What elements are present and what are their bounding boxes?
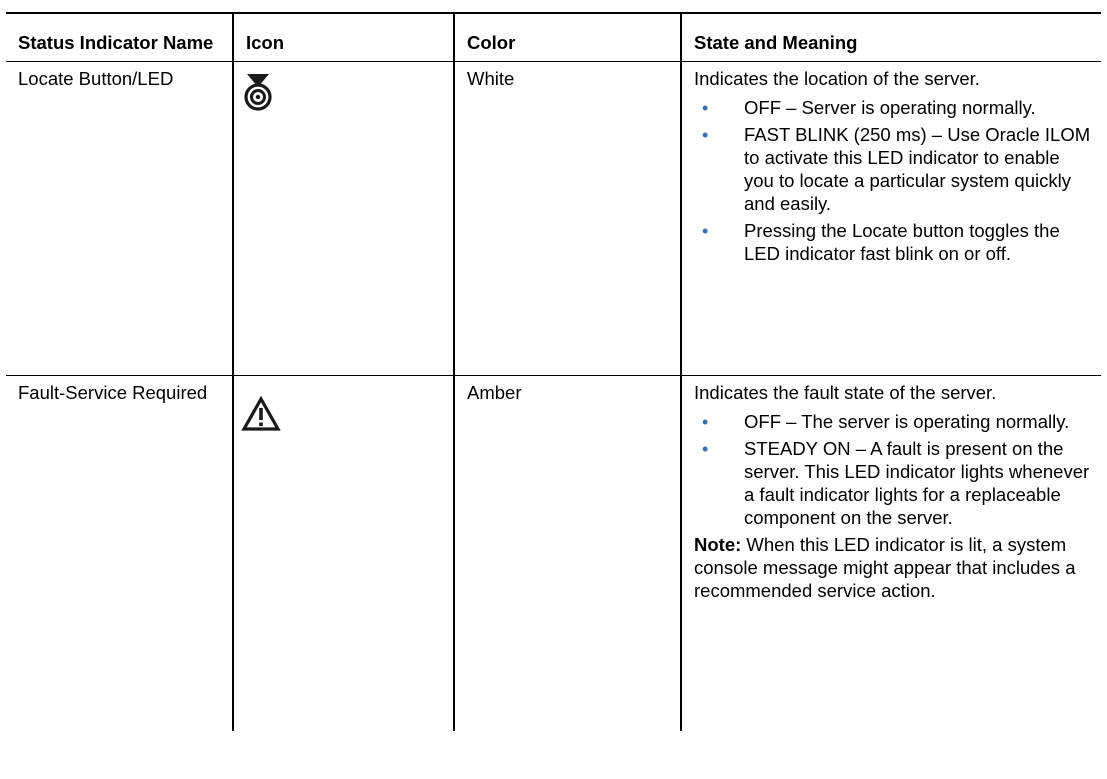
meaning-bullet-list bbox=[694, 96, 1093, 265]
list-item: • Pressing the Locate button toggles the LED indicator fast blink on or off. bbox=[702, 220, 1060, 264]
status-indicator-table bbox=[6, 12, 1101, 731]
warning-triangle-icon bbox=[241, 381, 445, 438]
note-label: Note: bbox=[694, 534, 742, 555]
meaning-bullet-list bbox=[694, 410, 1093, 529]
list-item: • OFF – Server is operating normally. bbox=[702, 97, 1036, 118]
cell-name-locate: Locate Button/LED bbox=[6, 62, 233, 376]
cell-color-fault: Amber bbox=[454, 376, 681, 732]
cell-color-locate: White bbox=[454, 62, 681, 376]
cell-icon-fault bbox=[233, 376, 454, 732]
meaning-intro: Indicates the fault state of the server. bbox=[694, 382, 997, 403]
header-state-and-meaning: State and Meaning bbox=[681, 13, 1101, 62]
note-text: When this LED indicator is lit, a system console message might appear that includes a recommended service action. bbox=[694, 534, 1076, 601]
note-paragraph bbox=[694, 533, 1093, 602]
header-row bbox=[6, 13, 1101, 62]
header-color: Color bbox=[454, 13, 681, 62]
header-status-indicator-name: Status Indicator Name bbox=[6, 13, 233, 62]
cell-icon-locate bbox=[233, 62, 454, 376]
table-row-fault bbox=[6, 376, 1101, 732]
cell-meaning-locate bbox=[681, 62, 1101, 376]
cell-name-fault: Fault-Service Required bbox=[18, 382, 208, 403]
list-item: • OFF – The server is operating normally. bbox=[702, 411, 1070, 432]
list-item: • STEADY ON – A fault is present on the server. This LED indicator lights whenever a fault indicator lights for a replaceable component on the server. bbox=[702, 438, 1090, 528]
locate-target-icon bbox=[241, 67, 445, 118]
cell-meaning-fault bbox=[681, 376, 1101, 732]
table-row-locate bbox=[6, 62, 1101, 376]
header-icon: Icon bbox=[233, 13, 454, 62]
meaning-intro: Indicates the location of the server. bbox=[694, 68, 980, 89]
list-item: • FAST BLINK (250 ms) – Use Oracle ILOM to activate this LED indicator to enable you to locate a particular system quickly and easily. bbox=[702, 124, 1091, 214]
